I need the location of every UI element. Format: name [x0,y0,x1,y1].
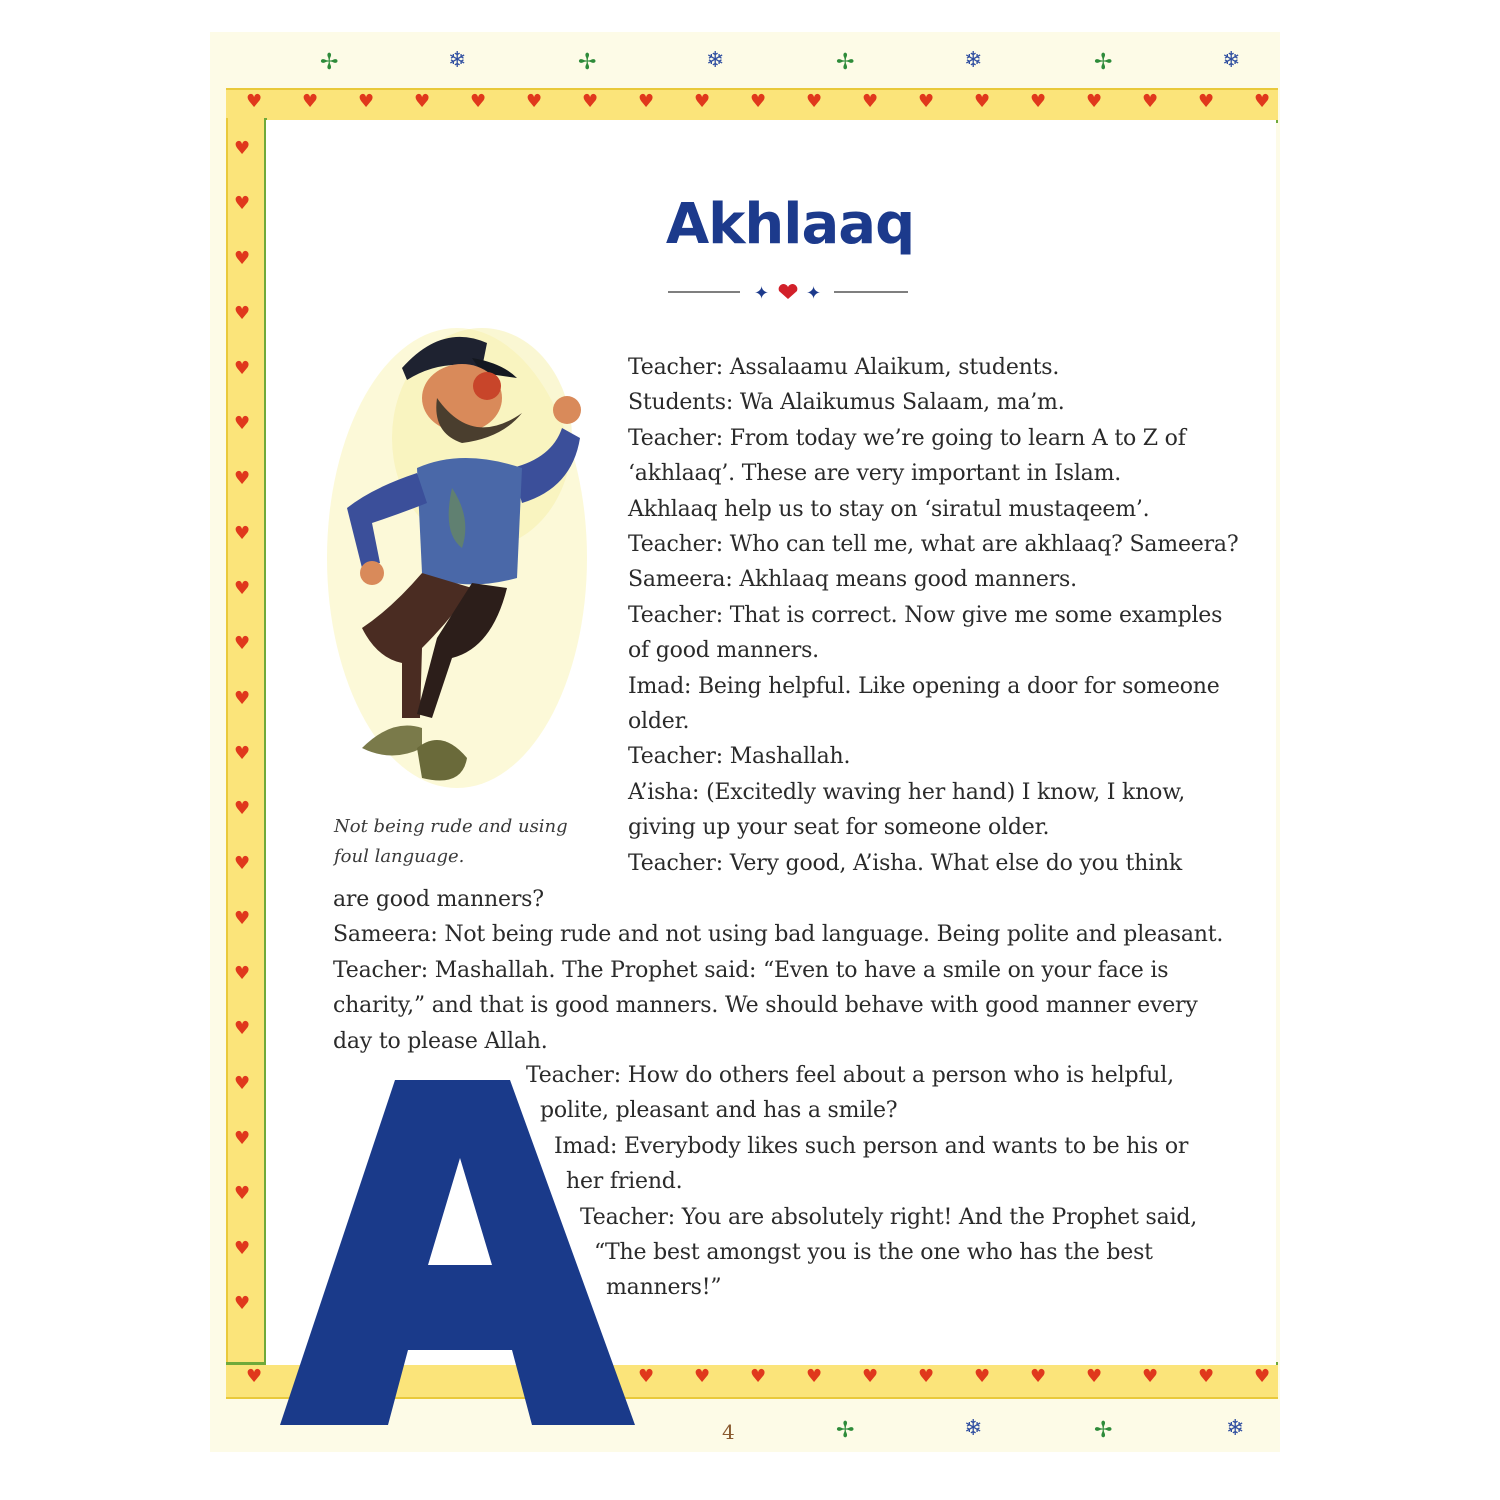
tulip-icon: ♥ [234,743,251,764]
tulip-icon: ♥ [1086,1366,1103,1387]
tulip-icon: ♥ [1086,91,1103,112]
text-line: Sameera: Akhlaaq means good manners. [628,567,1077,593]
tulip-icon: ♥ [862,1366,879,1387]
tulip-icon: ♥ [234,358,251,379]
page-number: 4 [722,1420,735,1444]
tulip-icon: ♥ [302,91,319,112]
tulip-icon: ♥ [694,91,711,112]
text-line: Teacher: Assalaamu Alaikum, students. [628,355,1060,380]
text-line: A’isha: (Excitedly waving her hand) I know, I know, [628,779,1186,805]
tulip-icon: ♥ [234,688,251,709]
tulip-icon: ♥ [234,413,251,434]
tulip-icon: ♥ [234,798,251,819]
text-line: older. [628,709,690,735]
text-line: of good manners. [628,638,819,664]
snowflake-icon: ❄ [1226,1416,1245,1441]
text-line: Sameera: Not being rude and not using bad language. Being polite and pleasant. [333,922,1224,948]
tulip-icon: ♥ [234,1073,251,1094]
snowflake-icon: ❄ [448,48,467,73]
man-illustration [322,318,592,808]
tulip-icon: ♥ [638,91,655,112]
tulip-icon: ♥ [1254,91,1271,112]
tulip-icon: ♥ [246,1366,263,1387]
tulip-icon: ♥ [694,1366,711,1387]
text-line: Teacher: How do others feel about a person who is helpful, [526,1063,1174,1088]
leaf-icon: ✢ [836,1418,855,1443]
text-line: manners!” [606,1275,722,1301]
tulip-icon: ♥ [862,91,879,112]
tulip-icon: ♥ [582,91,599,112]
text-line: Teacher: That is correct. Now give me some examples [628,602,1223,628]
tulip-icon: ♥ [234,303,251,324]
tulip-icon: ♥ [358,91,375,112]
text-line: Teacher: Very good, A’isha. What else do you think [628,850,1183,876]
text-line: Akhlaaq help us to stay on ‘siratul mustaqeem’. [628,496,1150,522]
title-ornament [668,280,908,304]
tulip-icon: ♥ [234,1183,251,1204]
text-line: Students: Wa Alaikumus Salaam, ma’m. [628,390,1065,416]
tulip-icon: ♥ [234,853,251,874]
text-line: “The best amongst you is the one who has the best [594,1240,1153,1265]
tulip-icon: ♥ [1142,91,1159,112]
tulip-icon: ♥ [234,138,251,159]
tulip-icon: ♥ [234,468,251,489]
tulip-icon: ♥ [1198,91,1215,112]
leaf-icon: ✢ [320,50,339,75]
text-line: polite, pleasant and has a smile? [540,1098,898,1124]
big-letter-a [280,1080,640,1430]
snowflake-icon: ❄ [964,1416,983,1441]
text-line: ‘akhlaaq’. These are very important in Islam. [628,461,1122,487]
text-line: are good manners? [333,887,544,912]
text-line: Imad: Being helpful. Like opening a door for someone [628,673,1220,699]
tulip-icon: ♥ [234,193,251,214]
tulip-icon: ♥ [1198,1366,1215,1387]
page-title: Akhlaaq [665,192,915,257]
tulip-icon: ♥ [918,1366,935,1387]
tulip-icon: ♥ [1254,1366,1271,1387]
leaf-icon: ✢ [1094,1418,1113,1443]
tulip-icon: ♥ [234,523,251,544]
tulip-icon: ♥ [234,908,251,929]
dialogue-block-right [628,350,1268,881]
heart-icon [779,284,798,299]
tulip-icon: ♥ [234,1238,251,1259]
text-line: Teacher: Who can tell me, what are akhlaaq? Sameera? [628,532,1239,558]
tulip-icon: ♥ [234,633,251,654]
leaf-icon: ✢ [836,50,855,75]
tulip-icon: ♥ [414,91,431,112]
tulip-icon: ♥ [1142,1366,1159,1387]
tulip-icon: ♥ [526,91,543,112]
snowflake-icon: ❄ [964,48,983,73]
cross-icon: ✦ [754,283,770,304]
tulip-icon: ♥ [234,248,251,269]
leaf-icon: ✢ [578,50,597,75]
text-line: Teacher: Mashallah. The Prophet said: “Even to have a smile on your face is [333,957,1169,983]
text-line: day to please Allah. [333,1028,548,1054]
tulip-icon: ♥ [1030,91,1047,112]
tulip-icon: ♥ [638,1366,655,1387]
text-line: charity,” and that is good manners. We should behave with good manner every [333,993,1198,1019]
tulip-icon: ♥ [234,963,251,984]
text-line: Teacher: From today we’re going to learn A to Z of [628,425,1186,451]
snowflake-icon: ❄ [1222,48,1241,73]
tulip-icon: ♥ [750,91,767,112]
illustration-caption: Not being rude and using foul language. [334,816,568,867]
tulip-icon: ♥ [234,578,251,599]
text-line: giving up your seat for someone older. [628,815,1050,841]
tulip-icon: ♥ [974,91,991,112]
tulip-icon: ♥ [234,1293,251,1314]
text-line: Imad: Everybody likes such person and wants to be his or [554,1133,1189,1159]
tulip-icon: ♥ [246,91,263,112]
tulip-icon: ♥ [974,1366,991,1387]
snowflake-icon: ❄ [706,48,725,73]
tulip-icon: ♥ [806,91,823,112]
tulip-icon: ♥ [750,1366,767,1387]
leaf-icon: ✢ [1094,50,1113,75]
tulip-icon: ♥ [918,91,935,112]
tulip-icon: ♥ [234,1018,251,1039]
cross-icon: ✦ [806,283,822,304]
dialogue-block-full [333,882,1263,1059]
text-line: Teacher: You are absolutely right! And the Prophet said, [580,1204,1198,1230]
tulip-icon: ♥ [806,1366,823,1387]
tulip-icon: ♥ [470,91,487,112]
tulip-icon: ♥ [1030,1366,1047,1387]
text-line: Teacher: Mashallah. [628,744,851,770]
tulip-icon: ♥ [234,1128,251,1149]
text-line: her friend. [566,1169,683,1195]
